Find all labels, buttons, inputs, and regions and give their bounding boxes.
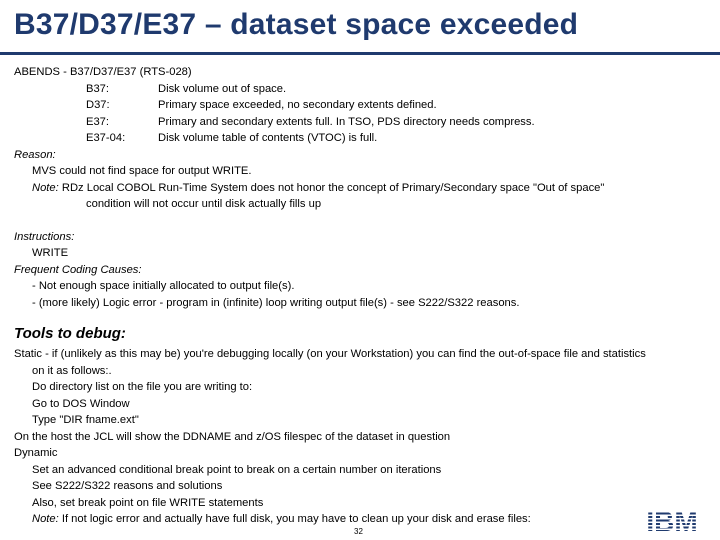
dynamic-item: Set an advanced conditional break point to break on a certain number on iterations: [32, 463, 442, 476]
abend-code: D37:: [86, 99, 110, 111]
abends-header: ABENDS - B37/D37/E37 (RTS-028): [14, 66, 192, 78]
cause-item: - (more likely) Logic error - program in (infinite) loop writing output file(s) - see S222/S322 reasons.: [32, 296, 520, 309]
abend-row-d37: [14, 97, 714, 114]
reason-note-cont: condition will not occur until disk actually fills up: [86, 198, 322, 210]
note-label: Note:: [32, 181, 59, 194]
static-step: Go to DOS Window: [32, 397, 130, 410]
cause-item: - Not enough space initially allocated to output file(s).: [32, 280, 295, 292]
reason-note: [14, 180, 714, 197]
abend-code: E37-04:: [86, 132, 126, 144]
tools-heading: Tools to debug:: [14, 325, 126, 342]
ibm-logo: [638, 508, 706, 534]
abend-row-e37: [14, 114, 714, 131]
abend-desc: Primary space exceeded, no secondary extents defined.: [158, 99, 437, 111]
abend-code: E37:: [86, 115, 110, 128]
dynamic-item: See S222/S322 reasons and solutions: [32, 480, 223, 492]
abend-desc: Disk volume out of space.: [158, 82, 287, 95]
abend-desc: Disk volume table of contents (VTOC) is full.: [158, 132, 378, 144]
page-number: 32: [354, 527, 363, 536]
tools-content: [14, 346, 714, 528]
static-step: Type "DIR fname.ext": [32, 414, 139, 426]
static-step: Do directory list on the file you are writing to:: [32, 381, 253, 393]
title-divider: [0, 52, 720, 55]
body-content: [14, 64, 714, 311]
abend-desc: Primary and secondary extents full. In TSO, PDS directory needs compress.: [158, 115, 535, 128]
dynamic-label: Dynamic: [14, 447, 58, 459]
abend-code: B37:: [86, 82, 110, 95]
static-line: Static - if (unlikely as this may be) you're debugging locally (on your Workstation) you can find the out-of-space file and statistics: [14, 348, 646, 360]
note-label: Note:: [32, 513, 59, 525]
abend-row-b37: [14, 81, 714, 98]
dynamic-note: [14, 511, 714, 528]
instructions-text: WRITE: [32, 247, 69, 259]
page-title: B37/D37/E37 – dataset space exceeded: [14, 8, 579, 41]
note-text: If not logic error and actually have full disk, you may have to clean up your disk and erase files:: [58, 513, 531, 525]
host-line: On the host the JCL will show the DDNAME and z/OS filespec of the dataset in question: [14, 430, 451, 443]
note-text: RDz Local COBOL Run-Time System does not honor the concept of Primary/Secondary space "Out of space": [58, 181, 605, 194]
reason-label: Reason:: [14, 148, 56, 161]
dynamic-item: Also, set break point on file WRITE statements: [32, 496, 264, 509]
static-line-cont: on it as follows:.: [32, 364, 112, 377]
causes-label: Frequent Coding Causes:: [14, 263, 142, 276]
reason-text: MVS could not find space for output WRITE.: [32, 165, 252, 177]
instructions-label: Instructions:: [14, 230, 75, 243]
abend-row-e37-04: [14, 130, 714, 147]
